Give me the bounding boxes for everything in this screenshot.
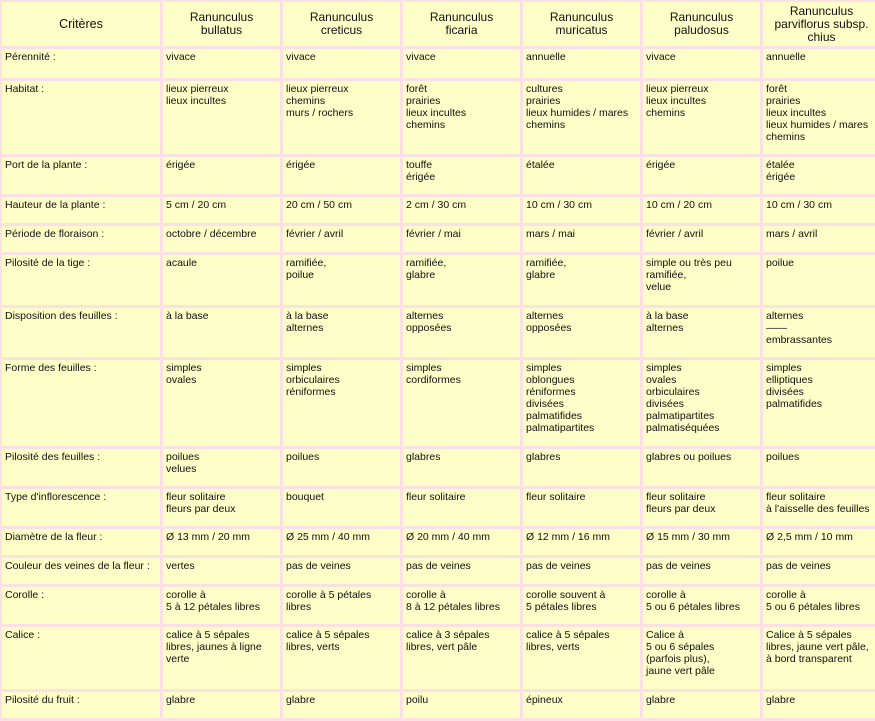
table-cell: poilues xyxy=(283,449,400,486)
table-cell: forêt prairies lieux incultes chemins xyxy=(403,81,520,154)
table-row xyxy=(2,157,875,194)
table-cell: glabre xyxy=(283,692,400,718)
table-cell: étalée xyxy=(523,157,640,194)
table-cell: simples cordiformes xyxy=(403,360,520,446)
table-cell: forêt prairies lieux incultes lieux humides / mares chemins xyxy=(763,81,875,154)
table-cell: 10 cm / 30 cm xyxy=(763,197,875,223)
table-cell: pas de veines xyxy=(523,558,640,584)
table-cell: vivace xyxy=(163,49,280,78)
table-cell: cultures prairies lieux humides / mares chemins xyxy=(523,81,640,154)
table-cell: calice à 5 sépales libres, jaunes à ligne verte xyxy=(163,627,280,689)
table-cell: mars / avril xyxy=(763,226,875,252)
table-cell: vivace xyxy=(283,49,400,78)
table-row xyxy=(2,489,875,526)
table-row xyxy=(2,529,875,555)
row-criterion-label: Disposition des feuilles : xyxy=(2,308,160,357)
table-cell: vertes xyxy=(163,558,280,584)
table-cell: calice à 5 sépales libres, verts xyxy=(523,627,640,689)
table-cell: 2 cm / 30 cm xyxy=(403,197,520,223)
table-cell: calice à 3 sépales libres, vert pâle xyxy=(403,627,520,689)
table-cell: février / avril xyxy=(283,226,400,252)
table-cell: érigée xyxy=(643,157,760,194)
row-criterion-label: Couleur des veines de la fleur : xyxy=(2,558,160,584)
table-body xyxy=(2,49,875,718)
table-cell: étalée érigée xyxy=(763,157,875,194)
table-cell: glabre xyxy=(643,692,760,718)
table-cell: bouquet xyxy=(283,489,400,526)
table-cell: pas de veines xyxy=(643,558,760,584)
table-cell: corolle à 5 ou 6 pétales libres xyxy=(643,587,760,624)
table-row xyxy=(2,197,875,223)
table-cell: touffe érigée xyxy=(403,157,520,194)
header-species: Ranunculus creticus xyxy=(283,2,400,46)
row-criterion-label: Hauteur de la plante : xyxy=(2,197,160,223)
table-cell: vivace xyxy=(643,49,760,78)
table-cell: simples elliptiques divisées palmatifides xyxy=(763,360,875,446)
table-cell: alternes opposées xyxy=(523,308,640,357)
header-species: Ranunculus bullatus xyxy=(163,2,280,46)
table-cell: glabres xyxy=(403,449,520,486)
table-cell: poilue xyxy=(763,255,875,305)
table-cell: 20 cm / 50 cm xyxy=(283,197,400,223)
table-cell: à la base alternes xyxy=(643,308,760,357)
table-row xyxy=(2,308,875,357)
table-cell: acaule xyxy=(163,255,280,305)
row-criterion-label: Type d'inflorescence : xyxy=(2,489,160,526)
table-cell: glabre xyxy=(763,692,875,718)
table-cell: vivace xyxy=(403,49,520,78)
header-species: Ranunculus ficaria xyxy=(403,2,520,46)
table-cell: Ø 13 mm / 20 mm xyxy=(163,529,280,555)
table-cell: pas de veines xyxy=(403,558,520,584)
row-criterion-label: Pilosité du fruit : xyxy=(2,692,160,718)
table-cell: 10 cm / 30 cm xyxy=(523,197,640,223)
row-criterion-label: Pérennité : xyxy=(2,49,160,78)
table-cell: glabres xyxy=(523,449,640,486)
table-cell: pas de veines xyxy=(763,558,875,584)
table-cell: ramifiée, glabre xyxy=(523,255,640,305)
table-cell: calice à 5 sépales libres, verts xyxy=(283,627,400,689)
table-cell: poilu xyxy=(403,692,520,718)
table-cell: glabre xyxy=(163,692,280,718)
table-cell: simples orbiculaires réniformes xyxy=(283,360,400,446)
table-cell: lieux pierreux lieux incultes xyxy=(163,81,280,154)
table-cell: fleur solitaire fleurs par deux xyxy=(643,489,760,526)
table-cell: février / mai xyxy=(403,226,520,252)
table-cell: à la base alternes xyxy=(283,308,400,357)
table-cell: Ø 20 mm / 40 mm xyxy=(403,529,520,555)
row-criterion-label: Habitat : xyxy=(2,81,160,154)
table-cell: corolle à 5 pétales libres xyxy=(283,587,400,624)
table-cell: pas de veines xyxy=(283,558,400,584)
table-cell: Calice à 5 sépales libres, jaune vert pâle, à bord transparent xyxy=(763,627,875,689)
table-cell: fleur solitaire xyxy=(523,489,640,526)
table-row xyxy=(2,360,875,446)
table-row xyxy=(2,587,875,624)
table-cell: mars / mai xyxy=(523,226,640,252)
table-cell: corolle à 8 à 12 pétales libres xyxy=(403,587,520,624)
table-cell: Ø 15 mm / 30 mm xyxy=(643,529,760,555)
header-row xyxy=(2,2,875,46)
table-cell: corolle souvent à 5 pétales libres xyxy=(523,587,640,624)
table-row xyxy=(2,255,875,305)
table-cell: corolle à 5 à 12 pétales libres xyxy=(163,587,280,624)
table-cell: alternes —— embrassantes xyxy=(763,308,875,357)
table-cell: simples ovales orbiculaires divisées palmatipartites palmatiséquées xyxy=(643,360,760,446)
table-cell: à la base xyxy=(163,308,280,357)
table-cell: poilues velues xyxy=(163,449,280,486)
row-criterion-label: Pilosité des feuilles : xyxy=(2,449,160,486)
row-criterion-label: Diamètre de la fleur : xyxy=(2,529,160,555)
header-species: Ranunculus muricatus xyxy=(523,2,640,46)
table-cell: simple ou très peu ramifiée, velue xyxy=(643,255,760,305)
table-cell: annuelle xyxy=(763,49,875,78)
table-cell: octobre / décembre xyxy=(163,226,280,252)
row-criterion-label: Port de la plante : xyxy=(2,157,160,194)
row-criterion-label: Forme des feuilles : xyxy=(2,360,160,446)
table-cell: ramifiée, glabre xyxy=(403,255,520,305)
table-cell: simples ovales xyxy=(163,360,280,446)
table-row xyxy=(2,558,875,584)
table-cell: Ø 2,5 mm / 10 mm xyxy=(763,529,875,555)
row-criterion-label: Pilosité de la tige : xyxy=(2,255,160,305)
table-cell: annuelle xyxy=(523,49,640,78)
table-row xyxy=(2,449,875,486)
table-cell: ramifiée, poilue xyxy=(283,255,400,305)
table-cell: Ø 12 mm / 16 mm xyxy=(523,529,640,555)
table-cell: fleur solitaire fleurs par deux xyxy=(163,489,280,526)
table-cell: corolle à 5 ou 6 pétales libres xyxy=(763,587,875,624)
table-cell: épineux xyxy=(523,692,640,718)
table-cell: février / avril xyxy=(643,226,760,252)
header-species: Ranunculus paludosus xyxy=(643,2,760,46)
header-criteria: Critères xyxy=(2,2,160,46)
table-cell: simples oblongues réniformes divisées palmatifides palmatipartites xyxy=(523,360,640,446)
table-row xyxy=(2,627,875,689)
table-row xyxy=(2,692,875,718)
table-cell: 10 cm / 20 cm xyxy=(643,197,760,223)
table-cell: lieux pierreux chemins murs / rochers xyxy=(283,81,400,154)
table-cell: fleur solitaire xyxy=(403,489,520,526)
table-cell: Calice à 5 ou 6 sépales (parfois plus), jaune vert pâle xyxy=(643,627,760,689)
table-row xyxy=(2,81,875,154)
table-cell: érigée xyxy=(283,157,400,194)
table-cell: glabres ou poilues xyxy=(643,449,760,486)
table-cell: lieux pierreux lieux incultes chemins xyxy=(643,81,760,154)
table-cell: alternes opposées xyxy=(403,308,520,357)
header-species: Ranunculus parviflorus subsp. chius xyxy=(763,2,875,46)
row-criterion-label: Période de floraison : xyxy=(2,226,160,252)
table-row xyxy=(2,226,875,252)
table-cell: 5 cm / 20 cm xyxy=(163,197,280,223)
table-row xyxy=(2,49,875,78)
row-criterion-label: Calice : xyxy=(2,627,160,689)
row-criterion-label: Corolle : xyxy=(2,587,160,624)
table-cell: fleur solitaire à l'aisselle des feuilles xyxy=(763,489,875,526)
table-cell: érigée xyxy=(163,157,280,194)
table-cell: poilues xyxy=(763,449,875,486)
table-cell: Ø 25 mm / 40 mm xyxy=(283,529,400,555)
